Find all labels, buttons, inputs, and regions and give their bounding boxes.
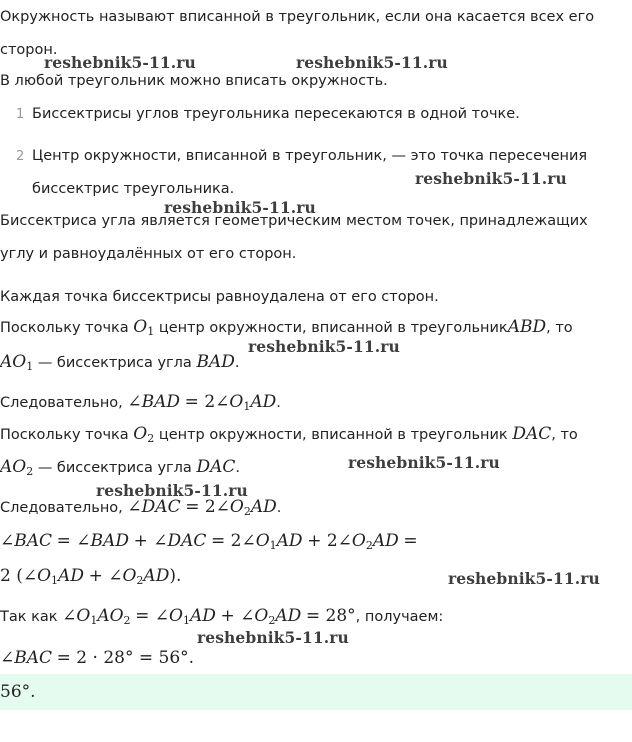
solution-line: Следовательно, ∠BAD = $2\angle O_1AD$. xyxy=(0,392,281,413)
solution-line: $AO_1$ — биссектриса угла BAD. xyxy=(0,352,240,373)
watermark: reshebnik5-11.ru xyxy=(44,53,196,72)
solution-line: $AO_2$ — биссектриса угла DAC. xyxy=(0,457,240,478)
watermark: reshebnik5-11.ru xyxy=(296,53,448,72)
list-number: 2 xyxy=(16,149,25,164)
list-item xyxy=(16,104,520,125)
answer-box xyxy=(0,674,632,710)
solution-line: Поскольку точка $O_1$ центр окружности, вписанной в треугольникABD, то xyxy=(0,317,573,338)
bisector-line-2: углу и равноудалённых от его сторон. xyxy=(0,246,297,262)
formula-line: ∠BAC = 2 · 28° = 56°. xyxy=(0,648,195,668)
list-number: 1 xyxy=(16,107,25,122)
watermark: reshebnik5-11.ru xyxy=(415,169,567,188)
list-item-text: Центр окружности, вписанной в треугольник, — это точка пересечения xyxy=(32,148,588,164)
watermark: reshebnik5-11.ru xyxy=(248,337,400,356)
watermark: reshebnik5-11.ru xyxy=(448,569,600,588)
statement-line: В любой треугольник можно вписать окружность. xyxy=(0,73,388,89)
list-item-text: Биссектрисы углов треугольника пересекаются в одной точке. xyxy=(32,106,520,122)
definition-line-2: сторон. xyxy=(0,42,58,58)
formula-line: ∠BAC = ∠BAD + ∠DAC = $2\angle O_1AD$ + $2\angle O_2AD$ = xyxy=(0,531,418,552)
bisector-property: Каждая точка биссектрисы равноудалена от его сторон. xyxy=(0,289,439,305)
watermark: reshebnik5-11.ru xyxy=(197,628,349,647)
list-item-continuation: биссектрис треугольника. xyxy=(32,181,235,197)
answer-value: 56°. xyxy=(0,682,36,702)
bisector-line-1: Биссектриса угла является геометрическим местом точек, принадлежащих xyxy=(0,213,588,229)
list-item xyxy=(16,146,587,167)
watermark: reshebnik5-11.ru xyxy=(164,198,316,217)
solution-line: Следовательно, ∠DAC = $2\angle O_2AD$. xyxy=(0,497,282,518)
solution-line: Так как $\angle O_1AO_2$ = $\angle O_1AD$ + $\angle O_2AD = 28^\circ$, получаем: xyxy=(0,606,444,627)
watermark: reshebnik5-11.ru xyxy=(96,481,248,500)
definition-line-1: Окружность называют вписанной в треугольник, если она касается всех его xyxy=(0,9,595,25)
formula-line: 2 ($\angle O_1AD$ + $\angle O_2AD$). xyxy=(0,566,182,587)
watermark: reshebnik5-11.ru xyxy=(348,453,500,472)
solution-line: Поскольку точка $O_2$ центр окружности, вписанной в треугольник DAC, то xyxy=(0,424,578,445)
